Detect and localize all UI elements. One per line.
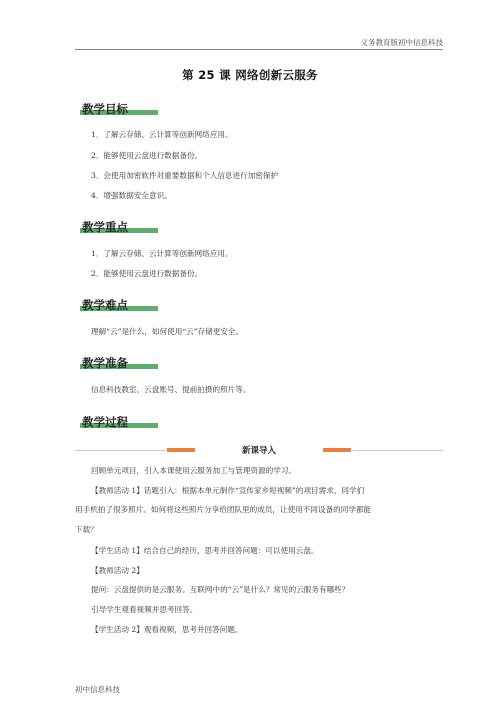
page-header: 义务教育版初中信息科技 bbox=[360, 38, 443, 47]
section-heading-process: 教学过程 bbox=[82, 415, 128, 429]
header-divider bbox=[75, 49, 443, 50]
goal-item: 1．了解云存储、云计算等创新网络应用。 bbox=[91, 130, 233, 139]
subheading-rule-right bbox=[353, 450, 443, 451]
section-heading-preparation: 教学准备 bbox=[82, 356, 128, 370]
goal-item: 4．增强数据安全意识。 bbox=[91, 191, 172, 200]
page-footer: 初中信息科技 bbox=[75, 685, 120, 694]
preparation-text: 信息科技教室、云盘账号、提前拍摄的照片等。 bbox=[91, 385, 251, 394]
process-paragraph: 【学生活动 2】观看视频，思考并回答问题。 bbox=[91, 625, 243, 634]
subheading-accent-right bbox=[323, 448, 351, 452]
process-paragraph: 【学生活动 1】结合自己的经历，思考并回答问题：可以使用云盘。 bbox=[91, 546, 319, 555]
section-heading-difficulty: 教学难点 bbox=[82, 298, 128, 312]
difficulty-text: 理解“云”是什么，如何使用“云”存储更安全。 bbox=[91, 327, 244, 336]
goal-item: 2．能够使用云盘进行数据备份。 bbox=[91, 151, 203, 160]
subheading-new-lesson bbox=[75, 444, 443, 456]
key-point-item: 2．能够使用云盘进行数据备份。 bbox=[91, 269, 203, 278]
key-point-item: 1．了解云存储、云计算等创新网络应用。 bbox=[91, 249, 233, 258]
goal-item: 3．会使用加密软件对重要数据和个人信息进行加密保护 bbox=[91, 171, 279, 180]
section-heading-key-points: 教学重点 bbox=[82, 220, 128, 234]
lesson-title: 第 25 课 网络创新云服务 bbox=[182, 68, 318, 82]
process-paragraph: 回顾单元项目，引入本课使用云服务加工与管理资源的学习。 bbox=[91, 466, 297, 475]
process-paragraph: 用手机拍了很多照片。如何将这些照片分享给团队里的成员，让使用不同设备的同学都能 bbox=[75, 505, 372, 514]
process-paragraph: 提问：云盘提供的是云服务。互联网中的“云”是什么？常见的云服务有哪些？ bbox=[91, 585, 350, 594]
process-paragraph: 引导学生观看视频并思考回答。 bbox=[91, 605, 198, 614]
process-paragraph: 下载？ bbox=[75, 525, 98, 534]
process-paragraph: 【教师活动 1】话题引入：根据本单元制作“宣传家乡短视频”的项目需求，同学们 bbox=[91, 486, 365, 495]
section-heading-goals: 教学目标 bbox=[82, 102, 128, 116]
process-paragraph: 【教师活动 2】 bbox=[91, 566, 144, 575]
subheading-text: 新课导入 bbox=[241, 446, 276, 456]
